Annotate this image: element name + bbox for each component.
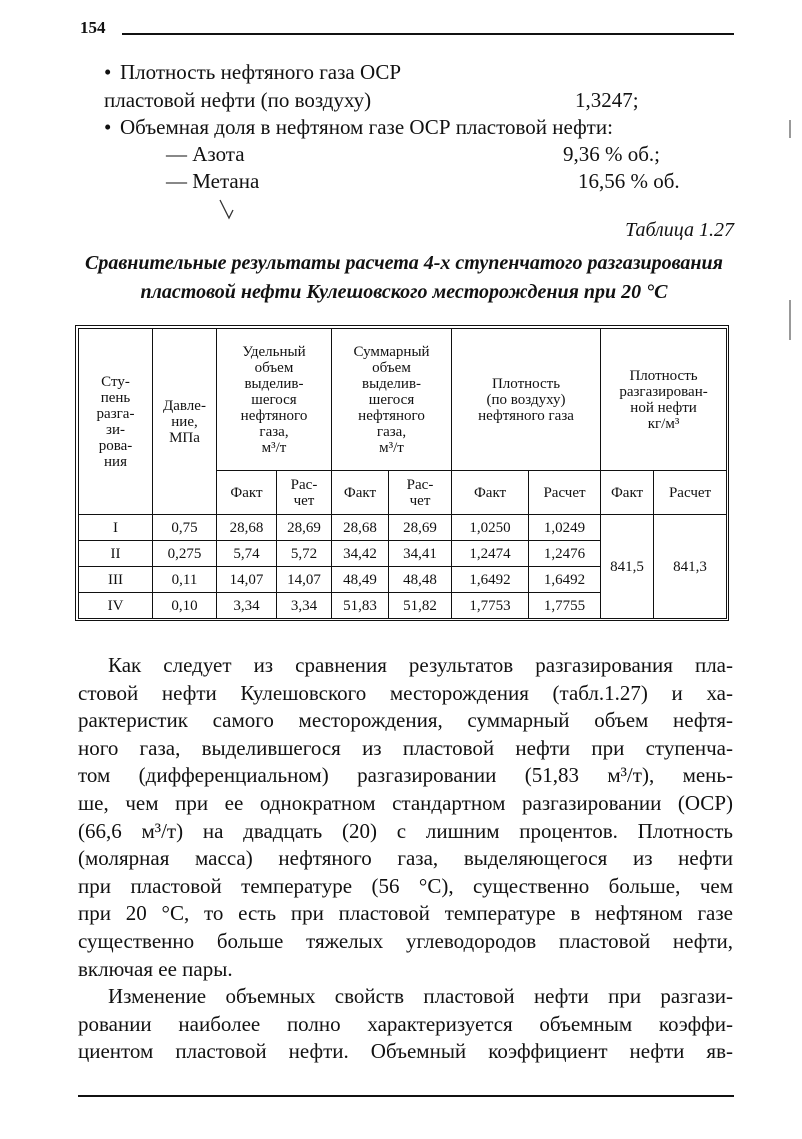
scan-edge-mark (789, 300, 791, 340)
pencil-tick-mark (218, 198, 244, 224)
list-item-volume-fraction (104, 113, 613, 141)
paragraph-line: Как следует из сравнения результатов разгазирования пла- (108, 653, 733, 677)
cell-stage: I (79, 515, 153, 541)
header-total-volume: Суммарный объем выделив- шегося нефтяного газа, м³/т (332, 329, 452, 471)
table-title (70, 249, 738, 307)
subheader-fact: Факт (217, 471, 277, 515)
cell-tot-calc: 34,41 (389, 541, 452, 567)
list-item-volume-fraction-text: Объемная доля в нефтяном газе ОСР пластовой нефти: (120, 115, 613, 139)
header-rule (122, 33, 734, 35)
cell-oil-density-fact: 841,5 (601, 515, 654, 619)
cell-pressure: 0,10 (153, 593, 217, 619)
paragraph-line: циентом пластовой нефти. Объемный коэффициент нефти яв- (78, 1039, 733, 1064)
paragraph-line: (66,6 м³/т) на двадцать (20) с лишним процентов. Плотность (78, 818, 733, 843)
header-gas-density: Плотность (по воздуху) нефтяного газа (452, 329, 601, 471)
cell-dens-calc: 1,0249 (529, 515, 601, 541)
nitrogen-value: 9,36 % об.; (563, 142, 661, 166)
bullet-icon: • (104, 115, 112, 139)
cell-dens-fact: 1,2474 (452, 541, 529, 567)
cell-spec-calc: 5,72 (277, 541, 332, 567)
paragraph-line: ровании наиболее полно характеризуется объемным коэффи- (78, 1011, 733, 1036)
paragraph-line: ше, чем при ее однократном стандартном разгазировании (ОСР) (78, 790, 733, 815)
cell-tot-fact: 51,83 (332, 593, 389, 619)
cell-dens-fact: 1,7753 (452, 593, 529, 619)
paragraph-line: при пластовой температуре (56 °С), существенно больше, чем (78, 873, 733, 898)
list-item-density (104, 58, 401, 86)
cell-dens-fact: 1,0250 (452, 515, 529, 541)
cell-tot-calc: 28,69 (389, 515, 452, 541)
subheader-fact: Факт (332, 471, 389, 515)
list-item-density-cont: пластовой нефти (по воздуху) (104, 88, 372, 112)
cell-tot-fact: 34,42 (332, 541, 389, 567)
cell-dens-calc: 1,6492 (529, 567, 601, 593)
paragraph-line: стовой нефти Кулешовского месторождения (табл.1.27) и ха- (78, 680, 733, 705)
subheader-calc: Расчет (654, 471, 727, 515)
cell-pressure: 0,75 (153, 515, 217, 541)
paragraph-line: включая ее пары. (78, 956, 233, 981)
subheader-calc: Рас- чет (389, 471, 452, 515)
table-title-line-1: Сравнительные результаты расчета 4-х ступенчатого разгазирования (85, 252, 723, 274)
paragraph-line: Изменение объемных свойств пластовой нефти при разгази- (108, 984, 733, 1008)
bullet-icon: • (104, 60, 112, 84)
table-label: Таблица 1.27 (625, 219, 734, 241)
paragraph-line: существенно больше тяжелых углеводородов пластовой нефти, (78, 928, 733, 953)
cell-spec-calc: 14,07 (277, 567, 332, 593)
cell-stage: II (79, 541, 153, 567)
cell-pressure: 0,11 (153, 567, 217, 593)
cell-oil-density-calc: 841,3 (654, 515, 727, 619)
cell-spec-calc: 3,34 (277, 593, 332, 619)
table-frame (75, 325, 729, 621)
paragraph-line: рактеристик самого месторождения, суммарный объем нефтя- (78, 708, 733, 733)
footer-rule (78, 1095, 734, 1097)
cell-dens-fact: 1,6492 (452, 567, 529, 593)
cell-pressure: 0,275 (153, 541, 217, 567)
cell-tot-calc: 48,48 (389, 567, 452, 593)
subheader-calc: Рас- чет (277, 471, 332, 515)
cell-stage: III (79, 567, 153, 593)
paragraph-1 (78, 652, 733, 983)
header-oil-density: Плотность разгазирован- ной нефти кг/м³ (601, 329, 727, 471)
data-table (78, 328, 727, 619)
header-specific-volume: Удельный объем выделив- шегося нефтяного газа, м³/т (217, 329, 332, 471)
table-header-row (79, 329, 727, 471)
subheader-fact: Факт (452, 471, 529, 515)
paragraph-line: при 20 °С, то есть при пластовой температуре в нефтяном газе (78, 901, 733, 926)
paragraph-2 (78, 983, 733, 1066)
cell-tot-calc: 51,82 (389, 593, 452, 619)
list-item-density-text: Плотность нефтяного газа ОСР (120, 60, 402, 84)
table-row (79, 515, 727, 541)
density-value: 1,3247; (575, 88, 639, 112)
paragraph-line: том (дифференциальном) разгазировании (51,83 м³/т), мень- (78, 763, 733, 788)
cell-dens-calc: 1,2476 (529, 541, 601, 567)
table-title-line-2: пластовой нефти Кулешовского месторождения при 20 °С (140, 281, 668, 303)
page-number: 154 (80, 18, 106, 37)
header-stage: Сту- пень разга- зи- рова- ния (79, 329, 153, 515)
cell-tot-fact: 48,49 (332, 567, 389, 593)
header-pressure: Давле- ние, МПа (153, 329, 217, 515)
methane-label: — Метана (166, 169, 260, 193)
cell-tot-fact: 28,68 (332, 515, 389, 541)
cell-spec-calc: 28,69 (277, 515, 332, 541)
cell-dens-calc: 1,7755 (529, 593, 601, 619)
methane-value: 16,56 % об. (578, 169, 680, 193)
cell-spec-fact: 28,68 (217, 515, 277, 541)
paragraph-line: ного газа, выделившегося из пластовой нефти при ступенча- (78, 735, 733, 760)
subheader-fact: Факт (601, 471, 654, 515)
cell-spec-fact: 3,34 (217, 593, 277, 619)
nitrogen-label: — Азота (166, 142, 245, 166)
paragraph-line: (молярная масса) нефтяного газа, выделяющегося из нефти (78, 846, 733, 871)
cell-spec-fact: 14,07 (217, 567, 277, 593)
subheader-calc: Расчет (529, 471, 601, 515)
cell-spec-fact: 5,74 (217, 541, 277, 567)
scan-edge-mark (789, 120, 791, 138)
cell-stage: IV (79, 593, 153, 619)
